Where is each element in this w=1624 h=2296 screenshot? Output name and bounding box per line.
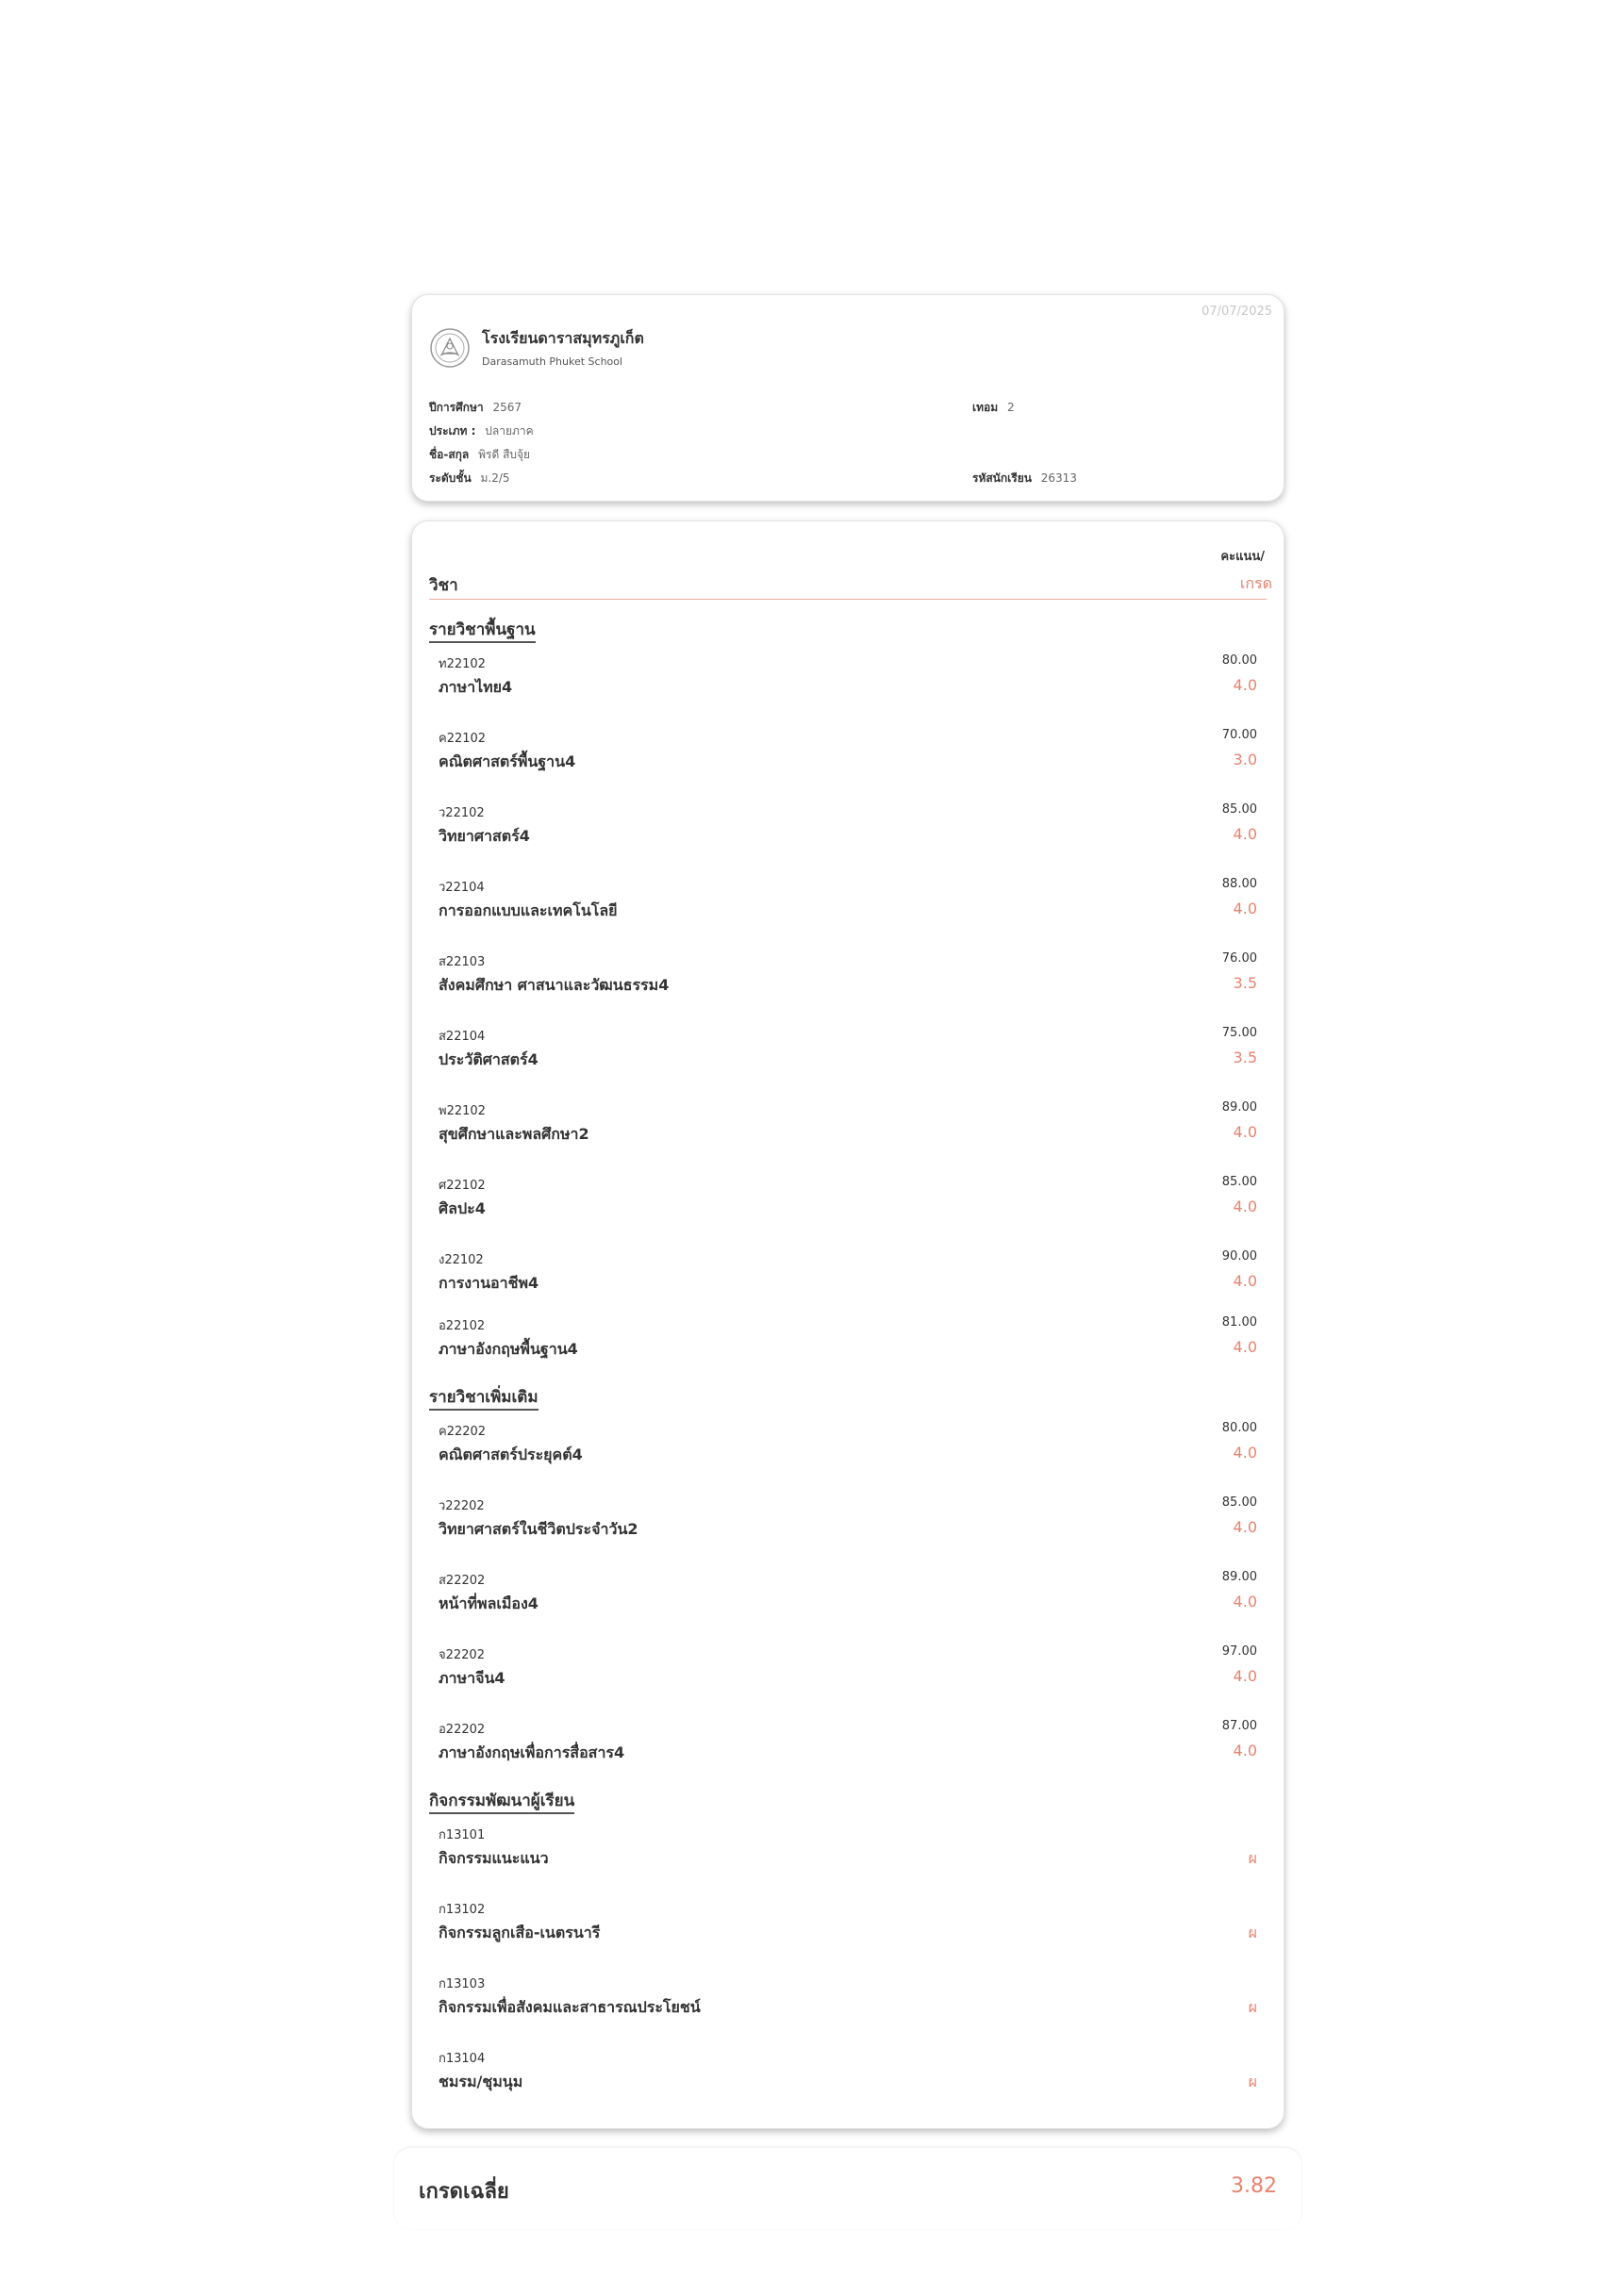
subject-row — [439, 802, 1257, 859]
subject-code: ก13102 — [439, 1903, 486, 1917]
subject-grade: 4.0 — [1233, 825, 1257, 843]
subject-name: ชมรม/ชุมนุม — [439, 2073, 523, 2090]
subject-name: กิจกรรมเพื่อสังคมและสาธารณประโยชน์ — [439, 1998, 701, 2016]
exam-type-label: ประเภท : — [429, 424, 476, 438]
subject-row — [439, 1249, 1257, 1306]
subject-score: 85.00 — [1221, 1175, 1257, 1189]
subject-grade: 3.5 — [1233, 1049, 1257, 1066]
subject-code: ว22102 — [439, 806, 485, 820]
subject-score: 75.00 — [1221, 1026, 1257, 1040]
subject-score: 76.00 — [1221, 951, 1257, 966]
subject-score: 80.00 — [1221, 1421, 1257, 1435]
student-id-value: 26313 — [1040, 471, 1077, 485]
class-level-label: ระดับชั้น — [429, 471, 472, 485]
subject-row — [439, 1570, 1257, 1627]
subject-grade: 4.0 — [1233, 1198, 1257, 1215]
subject-name: วิทยาศาสตร์ในชีวิตประจำวัน2 — [439, 1520, 638, 1538]
subject-score: 97.00 — [1221, 1644, 1257, 1659]
gpa-label: เกรดเฉลี่ย — [419, 2180, 509, 2204]
group-title-basic: รายวิชาพื้นฐาน — [429, 619, 536, 643]
subject-row — [439, 951, 1257, 1008]
subject-grade: 3.5 — [1233, 974, 1257, 992]
student-name-value: พิรดี สืบจุ้ย — [478, 448, 531, 461]
subject-row — [439, 1315, 1257, 1372]
subject-grade: 4.0 — [1233, 1123, 1257, 1141]
subject-name: การออกแบบและเทคโนโลยี — [439, 901, 618, 919]
subject-row — [439, 1026, 1257, 1082]
subject-row — [439, 1100, 1257, 1157]
subject-name: สุขศึกษาและพลศึกษา2 — [439, 1125, 589, 1143]
grade-column-header: เกรด — [1239, 574, 1272, 592]
subject-grade: ผ — [1248, 1924, 1257, 1941]
term-row — [972, 399, 1015, 417]
subject-score: 70.00 — [1221, 728, 1257, 742]
header-divider — [429, 599, 1267, 600]
subject-name: การงานอาชีพ4 — [439, 1274, 539, 1292]
subject-name: ประวัติศาสตร์4 — [439, 1050, 539, 1068]
subject-score: 89.00 — [1221, 1570, 1257, 1584]
subject-code: ง22102 — [439, 1253, 484, 1267]
subject-score: 85.00 — [1221, 1495, 1257, 1510]
subject-row — [439, 1719, 1257, 1776]
subject-grade: 4.0 — [1233, 900, 1257, 917]
subject-grade: 4.0 — [1233, 1338, 1257, 1356]
subject-name: กิจกรรมลูกเสือ-เนตรนารี — [439, 1924, 601, 1941]
subject-name: ภาษาจีน4 — [439, 1669, 505, 1687]
subject-row — [439, 728, 1257, 785]
academic-year-row — [429, 399, 522, 417]
student-name-row — [429, 446, 530, 464]
group-title-activities: กิจกรรมพัฒนาผู้เรียน — [429, 1791, 574, 1814]
class-level-row — [429, 470, 510, 487]
subject-name: กิจกรรมแนะแนว — [439, 1849, 549, 1867]
subject-grade: 4.0 — [1233, 1444, 1257, 1462]
subject-code: ว22202 — [439, 1499, 485, 1513]
subject-score: 88.00 — [1221, 877, 1257, 891]
class-level-value: ม.2/5 — [480, 471, 510, 485]
subject-grade: 4.0 — [1233, 1272, 1257, 1290]
term-value: 2 — [1006, 401, 1015, 414]
subject-name: คณิตศาสตร์พื้นฐาน4 — [439, 752, 576, 770]
subject-score: 87.00 — [1221, 1719, 1257, 1733]
score-column-header: คะแนน/ — [1220, 550, 1265, 564]
subject-name: สังคมศึกษา ศาสนาและวัฒนธรรม4 — [439, 976, 670, 994]
exam-type-value: ปลายภาค — [485, 424, 534, 438]
subject-grade: ผ — [1248, 1998, 1257, 2016]
subject-grade: ผ — [1248, 2073, 1257, 2090]
student-id-row — [972, 470, 1077, 487]
student-name-label: ชื่อ-สกุล — [429, 448, 470, 461]
school-name-thai: โรงเรียนดาราสมุทรภูเก็ต — [482, 329, 644, 347]
group-title-additional: รายวิชาเพิ่มเติม — [429, 1387, 539, 1411]
subject-code: ก13101 — [439, 1828, 486, 1842]
subject-name: หน้าที่พลเมือง4 — [439, 1594, 539, 1612]
subject-row — [439, 1495, 1257, 1552]
subject-grade: 4.0 — [1233, 1593, 1257, 1611]
subject-name: ภาษาอังกฤษเพื่อการสื่อสาร4 — [439, 1743, 625, 1761]
subject-code: จ22202 — [439, 1648, 485, 1662]
subject-code: ส22202 — [439, 1574, 486, 1588]
subject-name: วิทยาศาสตร์4 — [439, 827, 530, 845]
subject-code: ส22103 — [439, 955, 486, 969]
subject-score: 80.00 — [1221, 653, 1257, 668]
subject-grade: 4.0 — [1233, 676, 1257, 694]
subject-name: ภาษาไทย4 — [439, 678, 513, 696]
school-logo-icon — [429, 327, 471, 369]
subject-score: 90.00 — [1221, 1249, 1257, 1264]
term-label: เทอม — [972, 401, 999, 414]
subject-code: ก13104 — [439, 2052, 486, 2066]
subject-grade: 3.0 — [1233, 751, 1257, 768]
subject-score: 85.00 — [1221, 802, 1257, 817]
subject-code: พ22102 — [439, 1104, 486, 1118]
subject-grade: ผ — [1248, 1849, 1257, 1867]
subject-code: ท22102 — [439, 657, 486, 671]
subject-row — [439, 2048, 1257, 2105]
academic-year-value: 2567 — [492, 401, 522, 414]
academic-year-label: ปีการศึกษา — [429, 401, 484, 414]
subject-row — [439, 1175, 1257, 1231]
subject-row — [439, 653, 1257, 710]
subject-score: 89.00 — [1221, 1100, 1257, 1115]
subject-score: 81.00 — [1221, 1315, 1257, 1330]
subject-code: ส22104 — [439, 1030, 486, 1044]
student-id-label: รหัสนักเรียน — [972, 471, 1032, 485]
report-header-card — [411, 294, 1284, 502]
subject-grade: 4.0 — [1233, 1742, 1257, 1759]
subject-row — [439, 1974, 1257, 2030]
subject-row — [439, 1825, 1257, 1881]
subject-code: ว22104 — [439, 881, 485, 895]
subject-grade: 4.0 — [1233, 1667, 1257, 1685]
subject-grade: 4.0 — [1233, 1518, 1257, 1536]
subject-row — [439, 1421, 1257, 1478]
school-name-english: Darasamuth Phuket School — [482, 355, 623, 368]
grades-card — [411, 520, 1284, 2129]
subject-name: ภาษาอังกฤษพื้นฐาน4 — [439, 1340, 578, 1358]
gpa-value: 3.82 — [1231, 2174, 1277, 2198]
subject-code: อ22102 — [439, 1319, 486, 1333]
subject-code: ค22102 — [439, 732, 487, 746]
subject-row — [439, 1899, 1257, 1956]
subject-name: ศิลปะ4 — [439, 1199, 486, 1217]
subject-code: ศ22102 — [439, 1179, 486, 1193]
subject-code: อ22202 — [439, 1723, 486, 1737]
report-date: 07/07/2025 — [1201, 305, 1272, 319]
subject-row — [439, 877, 1257, 933]
exam-type-row — [429, 422, 534, 440]
gpa-card — [394, 2148, 1301, 2229]
subject-column-header: วิชา — [429, 576, 458, 595]
subject-code: ค22202 — [439, 1425, 487, 1439]
subject-name: คณิตศาสตร์ประยุคต์4 — [439, 1445, 583, 1463]
subject-code: ก13103 — [439, 1977, 486, 1991]
subject-row — [439, 1644, 1257, 1701]
